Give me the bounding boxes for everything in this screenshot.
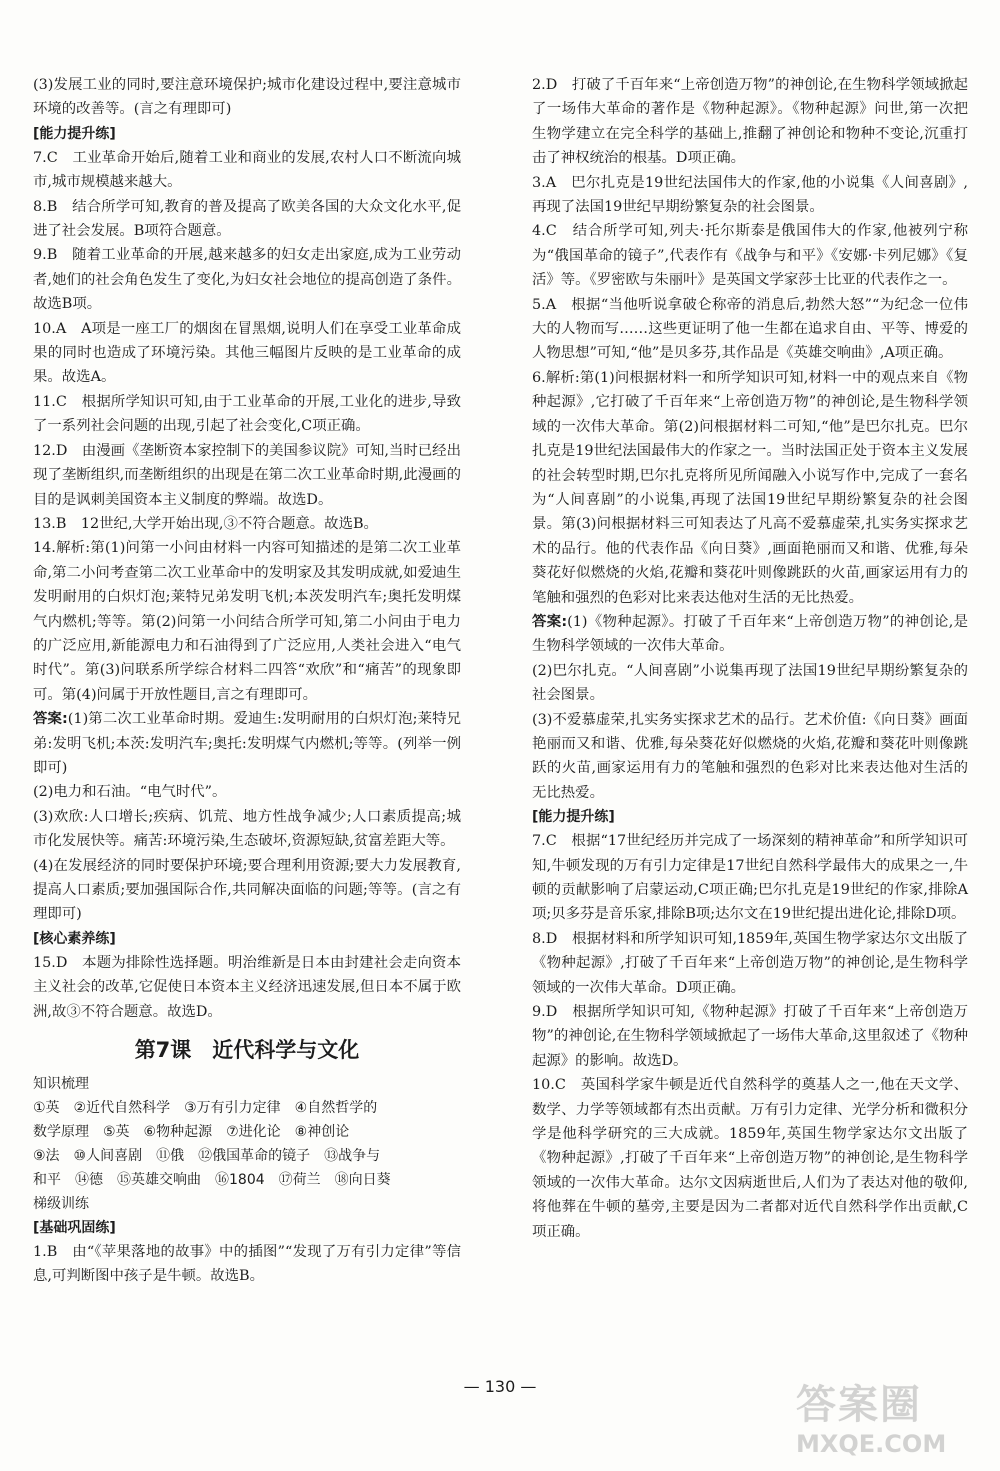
left-column [33, 73, 461, 1289]
watermark-text: 答案圈 [796, 1382, 922, 1428]
answer-label: 答案: [532, 613, 568, 630]
answer-item: 13.B 12世纪,大学开始出现,③不符合题意。故选B。 [33, 515, 378, 532]
answer-block: (3)发展工业的同时,要注意环境保护;城市化建设过程中,要注意城市环境的改善等。(言之有理即可) [33, 77, 461, 118]
answer-key [532, 610, 968, 659]
answer-text: (2)巴尔扎克。“人间喜剧”小说集再现了法国19世纪早期纷繁复杂的社会图景。 [532, 662, 968, 704]
section-heading: [基础巩固练] [33, 1220, 116, 1237]
watermark-url: MXQE.COM [796, 1430, 947, 1458]
answer-item: 15.D 本题为排除性选择题。明治维新是日本由封建社会走向资本主义社会的改革,它促使日本资本主义经济迅速发展,但日本不属于欧洲,故③不符合题意。故选D。 [33, 954, 461, 1020]
answer-item: 8.D 根据材料和所学知识可知,1859年,英国生物学家达尔文出版了《物种起源》,打破了千百年来“上帝创造万物”的神创论,是生物科学领域的一次伟大革命。D项正确。 [532, 930, 968, 996]
knowledge-line: 数学原理 ⑤英 ⑥物种起源 ⑦进化论 ⑧神创论 [33, 1124, 350, 1141]
answer-item: 12.D 由漫画《垄断资本家控制下的美国参议院》可知,当时已经出现了垄断组织,而垄断组织的出现是在第二次工业革命时期,此漫画的目的是讽刺美国资本主义制度的弊端。故选D。 [33, 442, 461, 508]
answer-item: 11.C 根据所学知识可知,由于工业革命的开展,工业化的进步,导致了一系列社会问题的出现,引起了社会变化,C项正确。 [33, 393, 461, 435]
watermark-logo [796, 1373, 986, 1463]
knowledge-line: ⑨法 ⑩人间喜剧 ⑪俄 ⑫俄国革命的镜子 ⑬战争与 [33, 1148, 381, 1165]
answer-key [33, 707, 461, 780]
answer-label: 答案: [33, 711, 68, 728]
answer-item: 3.A 巴尔扎克是19世纪法国伟大的作家,他的小说集《人间喜剧》,再现了法国19世纪早期纷繁复杂的社会图景。 [532, 174, 968, 216]
answer-item: 6.解析:第(1)问根据材料一和所学知识可知,材料一中的观点来自《物种起源》,它打破了千百年来“上帝创造万物”的神创论,是生物科学领域的一次伟大革命。第(2)问根据材料二可知,“他”是巴尔扎克。巴尔扎克是19世纪法国最伟大的作家之一。当时法国正处于资本主义发展的社会转型时期,巴尔扎克将所见所闻融入小说写作中,完成了一套名为“人间喜剧”的小说集,再现了法国19世纪早期纷繁复杂的社会图景。第(3)问根据材料三可知表达了凡高不爱慕虚荣,扎实务实探求艺术的品行。他的代表作品《向日葵》,画面艳丽而又和谐、优雅,每朵葵花好似燃烧的火焰,花瓣和葵花叶则像跳跃的火苗,画家运用有力的笔触和强烈的色彩对比来表达他对生活的无比热爱。 [532, 369, 968, 606]
knowledge-line: ①英 ②近代自然科学 ③万有引力定律 ④自然哲学的 [33, 1100, 378, 1117]
answer-item: 1.B 由“《苹果落地的故事》中的插图”“发现了万有引力定律”等信息,可判断图中孩子是牛顿。故选B。 [33, 1244, 461, 1285]
answer-item: 9.B 随着工业革命的开展,越来越多的妇女走出家庭,成为工业劳动者,她们的社会角色发生了变化,为妇女社会地位的提高创造了条件。故选B项。 [33, 247, 461, 313]
answer-item: 7.C 根据“17世纪经历并完成了一场深刻的精神革命”和所学知识可知,牛顿发现的万有引力定律是17世纪自然科学最伟大的成果之一,牛顿的贡献影响了启蒙运动,C项正确;巴尔扎克是19世纪的作家,排除A项;贝多芬是音乐家,排除B项;达尔文在19世纪提出进化论,排除D项。 [532, 833, 968, 923]
answer-text: (3)欢欣:人口增长;疾病、饥荒、地方性战争减少;人口素质提高;城市化发展快等。痛苦:环境污染,生态破坏,资源短缺,贫富差距大等。 [33, 808, 461, 850]
answer-item: 9.D 根据所学知识可知,《物种起源》打破了千百年来“上帝创造万物”的神创论,在生物科学领域掀起了一场伟大革命,这里叙述了《物种起源》的影响。故选D。 [532, 1004, 968, 1069]
answer-item: 14.解析:第(1)问第一小问由材料一内容可知描述的是第二次工业革命,第二小问考查第二次工业革命中的发明家及其发明成就,如爱迪生发明耐用的白炽灯泡;莱特兄弟发明飞机;本茨发明汽车;奥托发明煤气内燃机;等等。第(2)问第一小问结合所学可知,第二小问由于电力的广泛应用,新能源电力和石油得到了广泛应用,人类社会进入“电气时代”。第(3)问联系所学综合材料二四答“欢欣”和“痛苦”的现象即可。第(4)问属于开放性题目,言之有理即可。 [33, 540, 461, 703]
answer-text: (4)在发展经济的同时要保护环境;要合理利用资源;要大力发展教育,提高人口素质;要加强国际合作,共同解决面临的问题;等等。(言之有理即可) [33, 857, 461, 923]
right-column [532, 73, 968, 1244]
answer-item: 8.B 结合所学可知,教育的普及提高了欧美各国的大众文化水平,促进了社会发展。B项符合题意。 [33, 198, 461, 240]
section-title: 梯级训练 [33, 1196, 89, 1213]
answer-item: 5.A 根据“当他听说拿破仑称帝的消息后,勃然大怒”“为纪念一位伟大的人物而写……这些更证明了他一生都在追求自由、平等、博爱的人物思想”可知,“他”是贝多芬,其作品是《英雄交响曲》,A项正确。 [532, 296, 968, 362]
section-heading: [核心素养练] [33, 930, 116, 947]
answer-text: (1)《物种起源》。打破了千百年来“上帝创造万物”的神创论,是生物科学领域的一次伟大革命。 [532, 613, 968, 655]
section-heading: [能力提升练] [33, 125, 116, 142]
answer-item: 2.D 打破了千百年来“上帝创造万物”的神创论,在生物科学领域掀起了一场伟大革命的著作是《物种起源》。《物种起源》问世,第一次把生物学建立在完全科学的基础上,推翻了神创论和物种不变论,沉重打击了神权统治的根基。D项正确。 [532, 77, 968, 167]
answer-item: 10.C 英国科学家牛顿是近代自然科学的奠基人之一,他在天文学、数学、力学等领域都有杰出贡献。万有引力定律、光学分析和微积分学是他科学研究的三大成就。1859年,英国生物学家达尔文出版了《物种起源》,打破了千百年来“上帝创造万物”的神创论,是生物科学领域的一次伟大革命。达尔文因病逝世后,人们为了表达对他的敬仰,将他葬在牛顿的墓旁,主要是因为二者都对近代自然科学作出贡献,C项正确。 [532, 1077, 968, 1240]
knowledge-line: 和平 ⑭德 ⑮英雄交响曲 ⑯1804 ⑰荷兰 ⑱向日葵 [33, 1172, 391, 1189]
page-number: — 130 — [463, 1377, 537, 1396]
answer-text: (1)第二次工业革命时期。爱迪生:发明耐用的白炽灯泡;莱特兄弟:发明飞机;本茨:发明汽车;奥托:发明煤气内燃机;等等。(列举一例即可) [33, 711, 461, 776]
answer-item: 7.C 工业革命开始后,随着工业和商业的发展,农村人口不断流向城市,城市规模越来越大。 [33, 149, 461, 191]
section-heading: [能力提升练] [532, 809, 615, 826]
answer-text: (3)不爱慕虚荣,扎实务实探求艺术的品行。艺术价值:《向日葵》画面艳丽而又和谐、优雅,每朵葵花好似燃烧的火焰,花瓣和葵花叶则像跳跃的火苗,画家运用有力的笔触和强烈的色彩对比来表达他对生活的无比热爱。 [532, 711, 968, 801]
lesson-title: 第7课 近代科学与文化 [134, 1038, 360, 1063]
answer-item: 10.A A项是一座工厂的烟囱在冒黑烟,说明人们在享受工业革命成果的同时也造成了环境污染。其他三幅图片反映的是工业革命的成果。故选A。 [33, 320, 461, 386]
section-title: 知识梳理 [33, 1076, 89, 1093]
answer-item: 4.C 结合所学可知,列夫·托尔斯泰是俄国伟大的作家,他被列宁称为“俄国革命的镜子”,代表作有《战争与和平》《安娜·卡列尼娜》《复活》等。《罗密欧与朱丽叶》是英国文学家莎士比亚的代表作之一。 [532, 223, 968, 289]
answer-text: (2)电力和石油。“电气时代”。 [33, 784, 227, 801]
